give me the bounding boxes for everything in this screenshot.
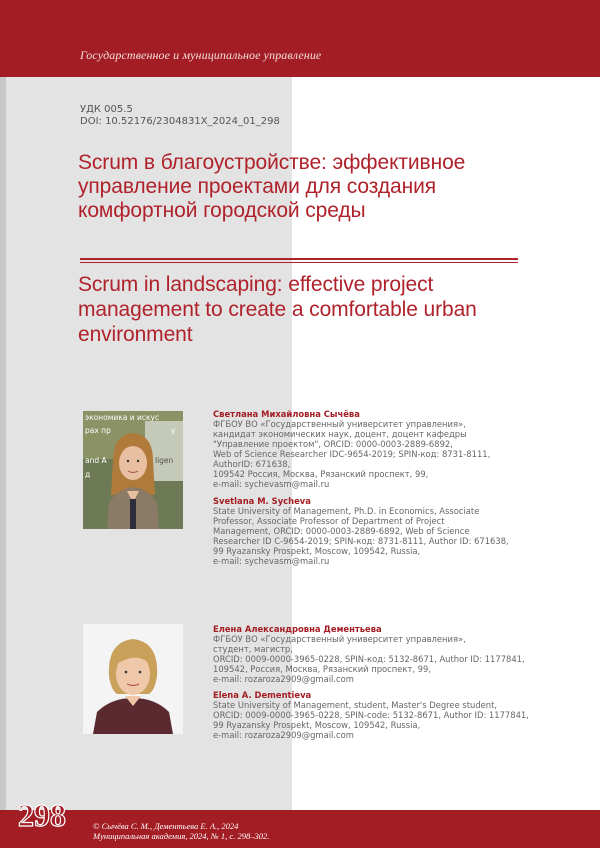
author-detail: 99 Ryazansky Prospekt, Moscow, 109542, Russia, xyxy=(213,720,421,730)
author-detail: Web of Science Researcher IDC-9654-2019; SPIN-код: 8731-8111, xyxy=(213,449,491,459)
photo-bg-text: экономика и искус xyxy=(85,413,160,422)
footer-band xyxy=(0,810,600,848)
author-1-english xyxy=(213,496,573,566)
author-1-russian xyxy=(213,409,573,489)
author-detail: ФГБОУ ВО «Государственный университет управления», xyxy=(213,634,466,644)
author-detail: студент, магистр, xyxy=(213,644,293,654)
author-detail: Management, ORCID: 0000-0003-2889-6892, Web of Science xyxy=(213,526,470,536)
author-name: Светлана Михайловна Сычёва xyxy=(213,409,360,419)
author-detail: 109542 Россия, Москва, Рязанский проспект, 99, xyxy=(213,469,429,479)
author-detail: 109542, Россия, Москва, Рязанский проспект, 99, xyxy=(213,664,431,674)
author-detail: State University of Management, Ph.D. in Economics, Associate xyxy=(213,506,480,516)
udc-code: УДК 005.5 xyxy=(80,104,133,115)
article-meta xyxy=(80,104,280,128)
photo-bg-text: ligen xyxy=(155,456,174,465)
author-photo-sycheva xyxy=(83,411,183,529)
left-spine xyxy=(0,77,6,810)
author-email[interactable]: e-mail: sychevasm@mail.ru xyxy=(213,556,330,566)
author-2-english xyxy=(213,690,573,740)
author-detail: кандидат экономических наук, доцент, доцент кафедры xyxy=(213,429,467,439)
title-divider xyxy=(80,258,518,260)
author-name: Елена Александровна Дементьева xyxy=(213,624,382,634)
photo-bg-text: д xyxy=(85,470,91,479)
page-number: 298 xyxy=(18,797,66,833)
photo-bg-text: у xyxy=(171,426,176,435)
photo-bg-text: рах пр xyxy=(85,426,111,435)
header-band xyxy=(0,0,600,77)
author-detail: Researcher ID C-9654-2019; SPIN-код: 8731-8111, Author ID: 671638, xyxy=(213,536,509,546)
author-email[interactable]: e-mail: sychevasm@mail.ru xyxy=(213,479,330,489)
title-english: Scrum in landscaping: effective project management to create a comfortable urban environment xyxy=(78,273,477,346)
doi: DOI: 10.52176/2304831X_2024_01_298 xyxy=(80,116,280,127)
author-photo-dementieva xyxy=(83,624,183,734)
author-detail: 99 Ryazansky Prospekt, Moscow, 109542, Russia, xyxy=(213,546,421,556)
journal-rubric: Государственное и муниципальное управление xyxy=(80,48,322,62)
author-email[interactable]: e-mail: rozaroza2909@gmail.com xyxy=(213,730,354,740)
citation-line: Муниципальная академия, 2024, № 1, с. 298–302. xyxy=(93,831,270,841)
author-email[interactable]: e-mail: rozaroza2909@gmail.com xyxy=(213,674,354,684)
author-name: Elena A. Dementieva xyxy=(213,690,312,700)
photo-bg-text: and A xyxy=(85,456,107,465)
author-detail: "Управление проектом", ORCID: 0000-0003-2889-6892, xyxy=(213,439,453,449)
author-detail: State University of Management, student, Master's Degree student, xyxy=(213,700,498,710)
author-detail: ORCID: 0009-0000-3965-0228, SPIN-code: 5132-8671, Author ID: 1177841, xyxy=(213,710,529,720)
footer-citation xyxy=(93,821,269,841)
author-detail: AuthorID: 671638, xyxy=(213,459,291,469)
title-russian: Scrum в благоустройстве: эффективное управление проектами для создания комфортной городской среды xyxy=(78,151,466,222)
author-detail: ФГБОУ ВО «Государственный университет управления», xyxy=(213,419,466,429)
author-detail: Professor, Associate Professor of Department of Project xyxy=(213,516,445,526)
author-2-russian xyxy=(213,624,573,684)
author-detail: ORCID: 0009-0000-3965-0228, SPIN-код: 5132-8671, Author ID: 1177841, xyxy=(213,654,525,664)
copyright-line: © Сычёва С. М., Дементьева Е. А., 2024 xyxy=(93,821,239,831)
author-name: Svetlana M. Sycheva xyxy=(213,496,311,506)
title-divider-thin xyxy=(80,262,518,263)
